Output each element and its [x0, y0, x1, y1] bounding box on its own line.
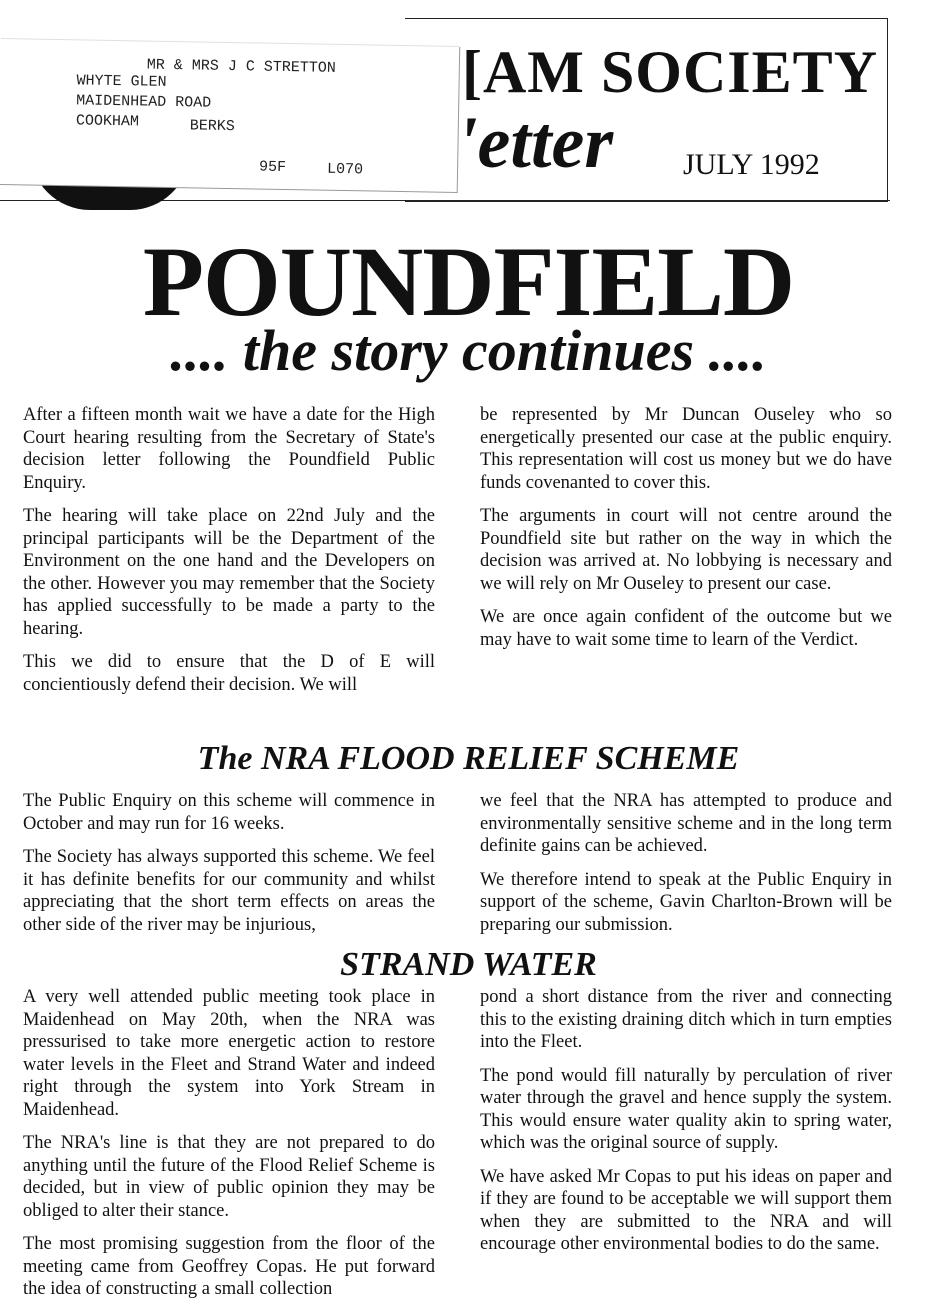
- strand-section-title: STRAND WATER: [340, 946, 597, 983]
- label-road: MAIDENHEAD ROAD: [76, 92, 212, 112]
- paragraph: The most promising suggestion from the floor of the meeting came from Geoffrey Copas. He put forward the idea of constructing a small collection: [23, 1234, 435, 1299]
- label-county: BERKS: [189, 117, 235, 136]
- issue-date: JULY 1992: [683, 148, 820, 181]
- paragraph: pond a short distance from the river and connecting this to the existing draining ditch which in turn empties into the Fleet.: [480, 987, 892, 1052]
- label-code-secondary: L070: [326, 160, 364, 179]
- label-recipient: MR & MRS J C STRETTON: [146, 56, 337, 77]
- paragraph: The pond would fill naturally by perculation of river water through the gravel and hence supply the system. This would ensure water quality akin to spring water, which was the original source of supply.: [480, 1065, 892, 1153]
- address-label: [0, 38, 459, 192]
- flood-left-column: [23, 790, 435, 947]
- paragraph: The hearing will take place on 22nd July and the principal participants will be the Department of the Environment on the one hand and the Developers on the other. However you may remember that the Society has applied successfully to be made a party to the hearing.: [23, 506, 435, 639]
- paragraph: be represented by Mr Duncan Ouseley who so energetically presented our case at the public enquiry. This representation will cost us money but we do have funds covenanted to cover this.: [480, 405, 892, 493]
- label-town: COOKHAM: [75, 112, 140, 131]
- label-house: WHYTE GLEN: [76, 72, 167, 91]
- paragraph: The Public Enquiry on this scheme will commence in October and may run for 16 weeks.: [23, 791, 435, 834]
- poundfield-left-column: [23, 404, 435, 707]
- paragraph: After a fifteen month wait we have a date for the High Court hearing resulting from the Secretary of State's decision letter following the Poundfield Public Enquiry.: [23, 405, 435, 493]
- poundfield-right-column: [480, 404, 892, 662]
- paragraph: we feel that the NRA has attempted to produce and environmentally sensitive scheme and in the long term definite gains can be achieved.: [480, 791, 892, 856]
- paragraph: A very well attended public meeting took place in Maidenhead on May 20th, when the NRA was pressurised to take more energetic action to restore water levels in the Fleet and Strand Water and indeed right through the system into York Stream in Maidenhead.: [23, 987, 435, 1120]
- paragraph: The arguments in court will not centre around the Poundfield site but rather on the way in which the decision was arrived at. No lobbying is necessary and we will rely on Mr Ouseley to present our case.: [480, 506, 892, 594]
- paragraph: We therefore intend to speak at the Public Enquiry in support of the scheme, Gavin Charlton-Brown will be preparing our submission.: [480, 869, 892, 935]
- paragraph: We are once again confident of the outcome but we may have to wait some time to learn of the Verdict.: [480, 607, 892, 650]
- paragraph: We have asked Mr Copas to put his ideas on paper and if they are found to be acceptable we will support them when they are submitted to the NRA and will encourage other environmental bodies to do the same.: [480, 1166, 892, 1254]
- paragraph: The NRA's line is that they are not prepared to do anything until the future of the Flood Relief Scheme is decided, but in view of public opinion they may be obliged to alter their stance.: [23, 1133, 435, 1221]
- strand-right-column: [480, 986, 892, 1267]
- paragraph: This we did to ensure that the D of E will concientiously defend their decision. We will: [23, 652, 435, 695]
- masthead-title: [AM SOCIETY: [462, 39, 879, 105]
- label-code: 95F: [258, 158, 287, 177]
- flood-section-title: The NRA FLOOD RELIEF SCHEME: [197, 740, 740, 777]
- main-headline: POUNDFIELD: [142, 226, 795, 337]
- main-subheadline: .... the story continues ....: [170, 318, 767, 383]
- paragraph: The Society has always supported this scheme. We feel it has definite benefits for our community and whilst appreciating that the short term effects on areas the other side of the river may be injurious,: [23, 847, 435, 935]
- strand-left-column: [23, 986, 435, 1312]
- flood-right-column: [480, 790, 892, 947]
- masthead-subtitle: 'etter: [457, 102, 614, 184]
